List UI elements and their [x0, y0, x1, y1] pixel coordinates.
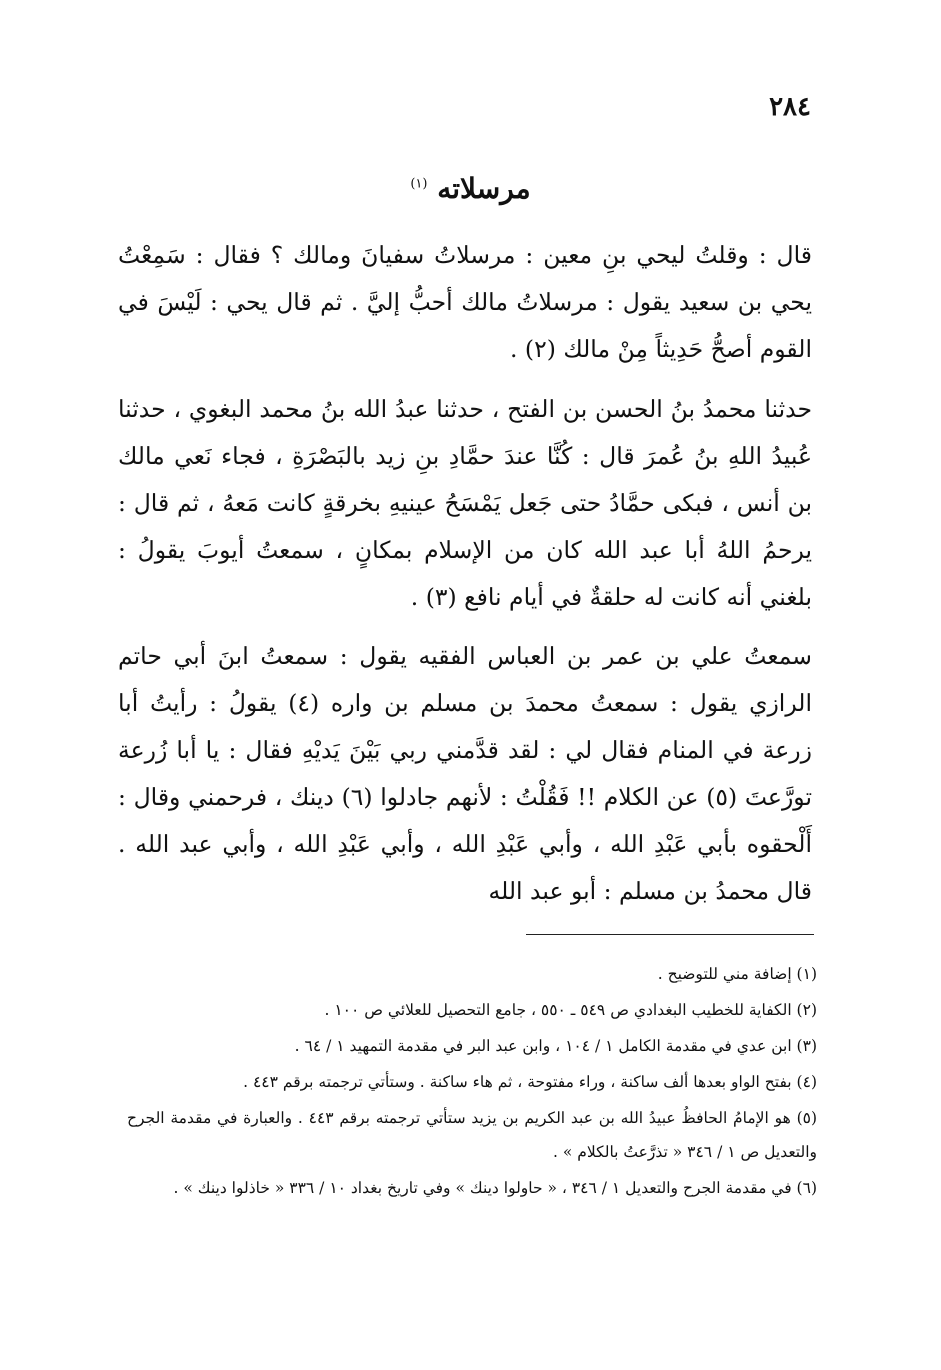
- footnote-2: (٢) الكفاية للخطيب البغدادي ص ٥٤٩ ـ ٥٥٠ ، جامع التحصيل للعلائي ص ١٠٠ .: [324, 1001, 817, 1019]
- paragraph-text: قال : وقلتُ ليحي بنِ معين : مرسلاتُ سفيانَ ومالك ؟ فقال : سَمِعْتُ يحي بن سعيد يقول : مرسلاتُ مالك أحبُّ إليَّ . ثم قال يحي : لَيْسَ في القوم أصحُّ حَدِيثاً مِنْ مالك (٢) .: [118, 241, 812, 363]
- paragraph-text: حدثنا محمدُ بنُ الحسن بن الفتح ، حدثنا عبدُ الله بنُ محمد البغوي ، حدثنا عُبيدُ اللهِ بنُ عُمرَ قال : كُنَّا عندَ حمَّادِ بنِ زيد بالبَصْرَةِ ، فجاء نَعي مالك بن أنس ، فبكى حمَّادُ حتى جَعل يَمْسَحُ عينيهِ بخرقةٍ كانت مَعهُ ، ثم قال : يرحمُ اللهُ أبا عبد الله كان من الإسلام بمكانٍ ، سمعتُ أيوبَ يقولُ : بلغني أنه كانت له حلقةٌ في أيام نافع (٣) .: [118, 395, 812, 611]
- section-heading: [0, 172, 941, 205]
- footnotes: [127, 957, 817, 1207]
- footnote-5: (٥) هو الإمامُ الحافظُ عبيدُ الله بن عبد الكريم بن يزيد ستأتي ترجمته برقم ٤٤٣ . والعبارة في مقدمة الجرح والتعديل ص ١ / ٣٤٦ « تذرَّعتُ بالكلام » .: [127, 1109, 818, 1161]
- heading-footnote-ref: (١): [410, 176, 428, 192]
- footnote-divider: [526, 934, 814, 935]
- paragraph-1: [118, 232, 812, 373]
- footnote-1: (١) إضافة مني للتوضيح .: [657, 965, 817, 983]
- page-number: ٢٨٤: [769, 92, 811, 122]
- footnote-6: (٦) في مقدمة الجرح والتعديل ١ / ٣٤٦ ، « حاولوا دينك » وفي تاريخ بغداد ١٠ / ٣٣٦ « خاذلوا دينك » .: [173, 1179, 817, 1197]
- footnote-3: (٣) ابن عدي في مقدمة الكامل ١ / ١٠٤ ، وابن عبد البر في مقدمة التمهيد ١ / ٦٤ .: [294, 1037, 817, 1055]
- paragraph-text: سمعتُ علي بن عمر بن العباس الفقيه يقول : سمعتُ ابنَ أبي حاتم الرازي يقول : سمعتُ محمدَ بن مسلم بن واره (٤) يقولُ : رأيتُ أبا زرعة في المنام فقال لي : لقد قدَّمني ربي بَيْنَ يَديْهِ فقال : يا أبا زُرعة تورَّعتَ (٥) عن الكلام !! فَقُلْتُ : لأنهم جادلوا (٦) دينك ، فرحمني وقال : أَلْحقوه بأبي عَبْدِ الله ، وأبي عَبْدِ الله ، وأبي عَبْدِ الله ، وأبي عبد الله . قال محمدُ بن مسلم : أبو عبد الله: [118, 642, 812, 905]
- footnote-4: (٤) بفتح الواو بعدها ألف ساكنة ، وراء مفتوحة ، ثم هاء ساكنة . وستأتي ترجمته برقم ٤٤٣ .: [243, 1073, 817, 1091]
- paragraph-2: [118, 386, 812, 621]
- section-heading-title: مرسلاته: [437, 172, 531, 205]
- paragraph-3: [118, 633, 812, 915]
